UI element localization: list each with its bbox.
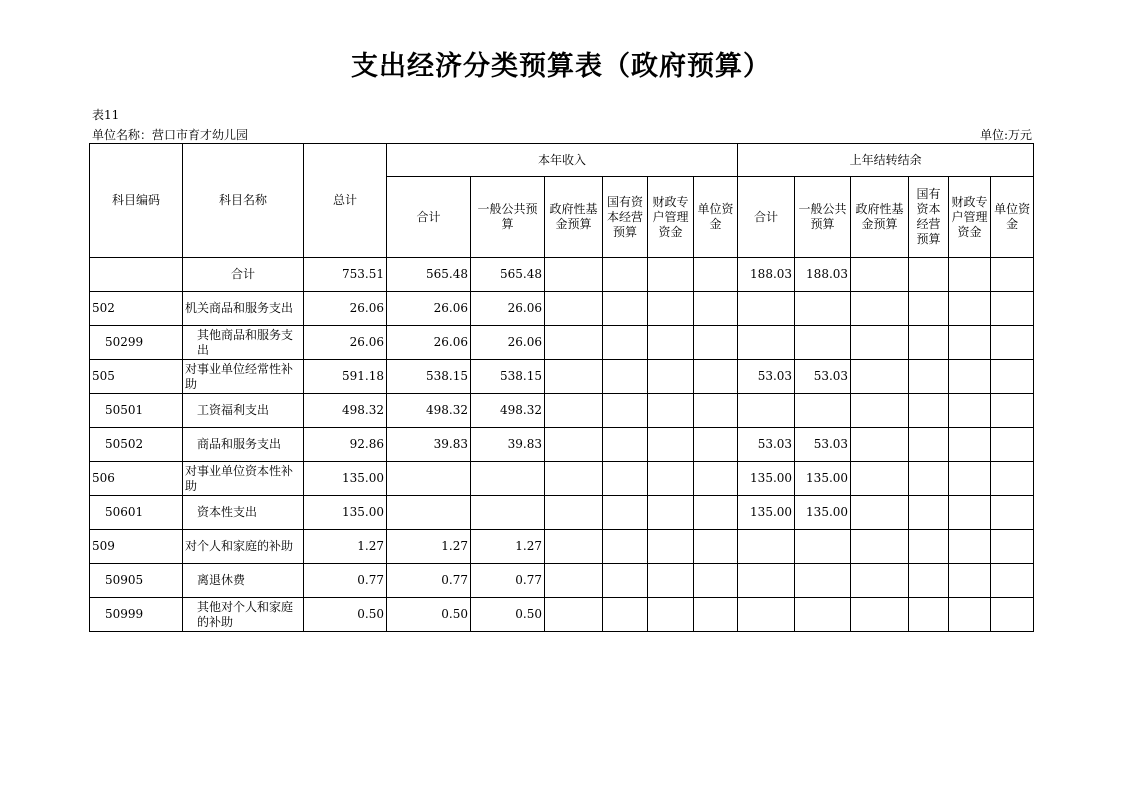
- table-number: 表11: [92, 108, 120, 122]
- row-code: 505: [90, 360, 183, 394]
- row-value: [991, 360, 1034, 394]
- header-prev-fund: 政府性基金预算: [851, 177, 909, 258]
- row-value: 498.32: [387, 394, 471, 428]
- row-value: [949, 496, 991, 530]
- row-value: [991, 496, 1034, 530]
- row-name: 机关商品和服务支出: [183, 292, 304, 326]
- row-value: [387, 496, 471, 530]
- row-value: 135.00: [304, 496, 387, 530]
- row-value: [949, 326, 991, 360]
- table-row: [90, 462, 1034, 496]
- row-name: 工资福利支出: [183, 394, 304, 428]
- row-value: [738, 394, 795, 428]
- row-value: [545, 564, 603, 598]
- row-code: 50601: [90, 496, 183, 530]
- row-value: [991, 462, 1034, 496]
- row-value: 1.27: [387, 530, 471, 564]
- row-value: 591.18: [304, 360, 387, 394]
- row-value: 26.06: [304, 292, 387, 326]
- row-value: [603, 530, 648, 564]
- row-value: [603, 598, 648, 632]
- row-value: [851, 292, 909, 326]
- row-value: [795, 394, 851, 428]
- row-value: [738, 292, 795, 326]
- row-value: [545, 428, 603, 462]
- page-title: 支出经济分类预算表（政府预算）: [351, 51, 771, 82]
- row-value: [991, 428, 1034, 462]
- row-name: 对事业单位资本性补助: [183, 462, 304, 496]
- row-value: [909, 292, 949, 326]
- row-code: 50905: [90, 564, 183, 598]
- row-value: 753.51: [304, 258, 387, 292]
- row-value: [851, 496, 909, 530]
- row-value: [851, 326, 909, 360]
- row-value: 498.32: [471, 394, 545, 428]
- row-code: 506: [90, 462, 183, 496]
- row-value: 135.00: [795, 462, 851, 496]
- row-value: [471, 496, 545, 530]
- row-value: [851, 360, 909, 394]
- table-row: [90, 564, 1034, 598]
- row-value: [648, 258, 694, 292]
- row-value: [648, 598, 694, 632]
- row-value: [851, 530, 909, 564]
- row-value: [991, 326, 1034, 360]
- row-value: 1.27: [304, 530, 387, 564]
- table-row: [90, 326, 1034, 360]
- header-name: 科目名称: [183, 144, 304, 258]
- row-value: [545, 530, 603, 564]
- row-value: [545, 598, 603, 632]
- row-value: [949, 462, 991, 496]
- row-value: [738, 598, 795, 632]
- row-name: 其他商品和服务支出: [183, 326, 304, 360]
- row-value: [795, 564, 851, 598]
- row-value: [603, 394, 648, 428]
- row-value: [738, 530, 795, 564]
- row-value: 188.03: [795, 258, 851, 292]
- row-code: 509: [90, 530, 183, 564]
- row-value: 26.06: [471, 326, 545, 360]
- header-carryover: 上年结转结余: [738, 144, 1034, 177]
- row-code: 50299: [90, 326, 183, 360]
- row-value: [851, 462, 909, 496]
- row-value: [909, 394, 949, 428]
- row-value: [603, 360, 648, 394]
- row-name: 合计: [183, 258, 304, 292]
- row-value: [909, 360, 949, 394]
- row-value: [795, 292, 851, 326]
- row-value: [694, 598, 738, 632]
- row-value: 0.50: [471, 598, 545, 632]
- row-value: 26.06: [387, 292, 471, 326]
- header-cur-sum: 合计: [387, 177, 471, 258]
- unit-name: 单位名称：营口市育才幼儿园: [92, 128, 249, 142]
- row-value: [949, 292, 991, 326]
- row-value: [949, 428, 991, 462]
- row-value: 1.27: [471, 530, 545, 564]
- row-value: [648, 326, 694, 360]
- row-code: 50502: [90, 428, 183, 462]
- budget-table: [89, 143, 1034, 632]
- row-value: 135.00: [738, 496, 795, 530]
- row-value: [694, 564, 738, 598]
- row-value: [648, 564, 694, 598]
- row-value: [949, 598, 991, 632]
- row-value: [795, 326, 851, 360]
- row-value: [387, 462, 471, 496]
- header-cur-general: 一般公共预算: [471, 177, 545, 258]
- row-value: 565.48: [387, 258, 471, 292]
- row-value: [603, 258, 648, 292]
- row-value: 135.00: [304, 462, 387, 496]
- row-value: [603, 564, 648, 598]
- row-value: [851, 598, 909, 632]
- row-value: 538.15: [471, 360, 545, 394]
- row-value: 0.50: [387, 598, 471, 632]
- row-value: [909, 496, 949, 530]
- row-value: [851, 564, 909, 598]
- row-value: [909, 530, 949, 564]
- table-row: [90, 598, 1034, 632]
- row-value: 53.03: [795, 428, 851, 462]
- row-value: [991, 292, 1034, 326]
- table-row: [90, 428, 1034, 462]
- row-value: [851, 428, 909, 462]
- row-name: 商品和服务支出: [183, 428, 304, 462]
- row-value: [603, 326, 648, 360]
- row-value: 53.03: [795, 360, 851, 394]
- row-value: 26.06: [387, 326, 471, 360]
- row-value: [545, 326, 603, 360]
- row-value: [648, 428, 694, 462]
- row-value: 135.00: [795, 496, 851, 530]
- row-value: [909, 564, 949, 598]
- row-name: 对事业单位经常性补助: [183, 360, 304, 394]
- row-value: 0.77: [304, 564, 387, 598]
- row-value: [909, 258, 949, 292]
- row-value: 0.50: [304, 598, 387, 632]
- row-value: [949, 564, 991, 598]
- row-value: [694, 292, 738, 326]
- currency-unit: 单位:万元: [979, 128, 1032, 142]
- row-value: [991, 258, 1034, 292]
- table-row: [90, 292, 1034, 326]
- table-row: [90, 394, 1034, 428]
- header-current-year: 本年收入: [387, 144, 738, 177]
- header-code: 科目编码: [90, 144, 183, 258]
- row-value: [545, 258, 603, 292]
- header-prev-sum: 合计: [738, 177, 795, 258]
- row-value: [694, 496, 738, 530]
- row-value: [471, 462, 545, 496]
- row-value: 53.03: [738, 428, 795, 462]
- row-value: 92.86: [304, 428, 387, 462]
- row-value: [949, 530, 991, 564]
- row-value: 39.83: [471, 428, 545, 462]
- row-code: 50501: [90, 394, 183, 428]
- row-value: 26.06: [304, 326, 387, 360]
- row-code: 50999: [90, 598, 183, 632]
- row-value: [949, 258, 991, 292]
- row-value: [648, 462, 694, 496]
- row-value: [648, 360, 694, 394]
- row-code: 502: [90, 292, 183, 326]
- row-value: [694, 462, 738, 496]
- row-value: 0.77: [387, 564, 471, 598]
- row-value: [795, 530, 851, 564]
- row-value: [909, 326, 949, 360]
- row-name: 其他对个人和家庭的补助: [183, 598, 304, 632]
- row-value: [545, 394, 603, 428]
- row-value: [909, 462, 949, 496]
- row-value: [991, 394, 1034, 428]
- header-prev-state-capital: 国有资本经营预算: [909, 177, 949, 258]
- row-value: [694, 530, 738, 564]
- row-name: 对个人和家庭的补助: [183, 530, 304, 564]
- row-value: 26.06: [471, 292, 545, 326]
- row-value: [949, 394, 991, 428]
- row-value: 135.00: [738, 462, 795, 496]
- row-value: [694, 360, 738, 394]
- header-cur-fund: 政府性基金预算: [545, 177, 603, 258]
- row-value: [991, 564, 1034, 598]
- row-value: [851, 258, 909, 292]
- row-value: [909, 598, 949, 632]
- row-value: [603, 292, 648, 326]
- row-value: [694, 428, 738, 462]
- row-value: [909, 428, 949, 462]
- table-row: [90, 360, 1034, 394]
- header-prev-special: 财政专户管理资金: [949, 177, 991, 258]
- header-prev-general: 一般公共预算: [795, 177, 851, 258]
- row-value: [648, 292, 694, 326]
- row-value: 538.15: [387, 360, 471, 394]
- row-value: [603, 428, 648, 462]
- row-name: 资本性支出: [183, 496, 304, 530]
- header-cur-special: 财政专户管理资金: [648, 177, 694, 258]
- row-value: [648, 530, 694, 564]
- row-name: 离退休费: [183, 564, 304, 598]
- row-value: [603, 462, 648, 496]
- row-value: 498.32: [304, 394, 387, 428]
- row-value: [694, 258, 738, 292]
- header-total: 总计: [304, 144, 387, 258]
- row-value: [738, 564, 795, 598]
- header-prev-unit-funds: 单位资金: [991, 177, 1034, 258]
- row-value: 53.03: [738, 360, 795, 394]
- row-value: [694, 394, 738, 428]
- table-row: [90, 496, 1034, 530]
- row-value: [545, 462, 603, 496]
- row-value: [949, 360, 991, 394]
- row-value: [738, 326, 795, 360]
- header-cur-unit-funds: 单位资金: [694, 177, 738, 258]
- row-value: [545, 496, 603, 530]
- row-value: [694, 326, 738, 360]
- row-value: [795, 598, 851, 632]
- row-value: [648, 496, 694, 530]
- row-value: [991, 530, 1034, 564]
- row-value: [648, 394, 694, 428]
- row-value: [545, 360, 603, 394]
- row-value: [991, 598, 1034, 632]
- row-value: 565.48: [471, 258, 545, 292]
- row-value: 39.83: [387, 428, 471, 462]
- row-value: 0.77: [471, 564, 545, 598]
- row-value: [603, 496, 648, 530]
- table-row: [90, 258, 1034, 292]
- header-cur-state-capital: 国有资本经营预算: [603, 177, 648, 258]
- row-value: [851, 394, 909, 428]
- row-value: [545, 292, 603, 326]
- row-code: [90, 258, 183, 292]
- table-row: [90, 530, 1034, 564]
- row-value: 188.03: [738, 258, 795, 292]
